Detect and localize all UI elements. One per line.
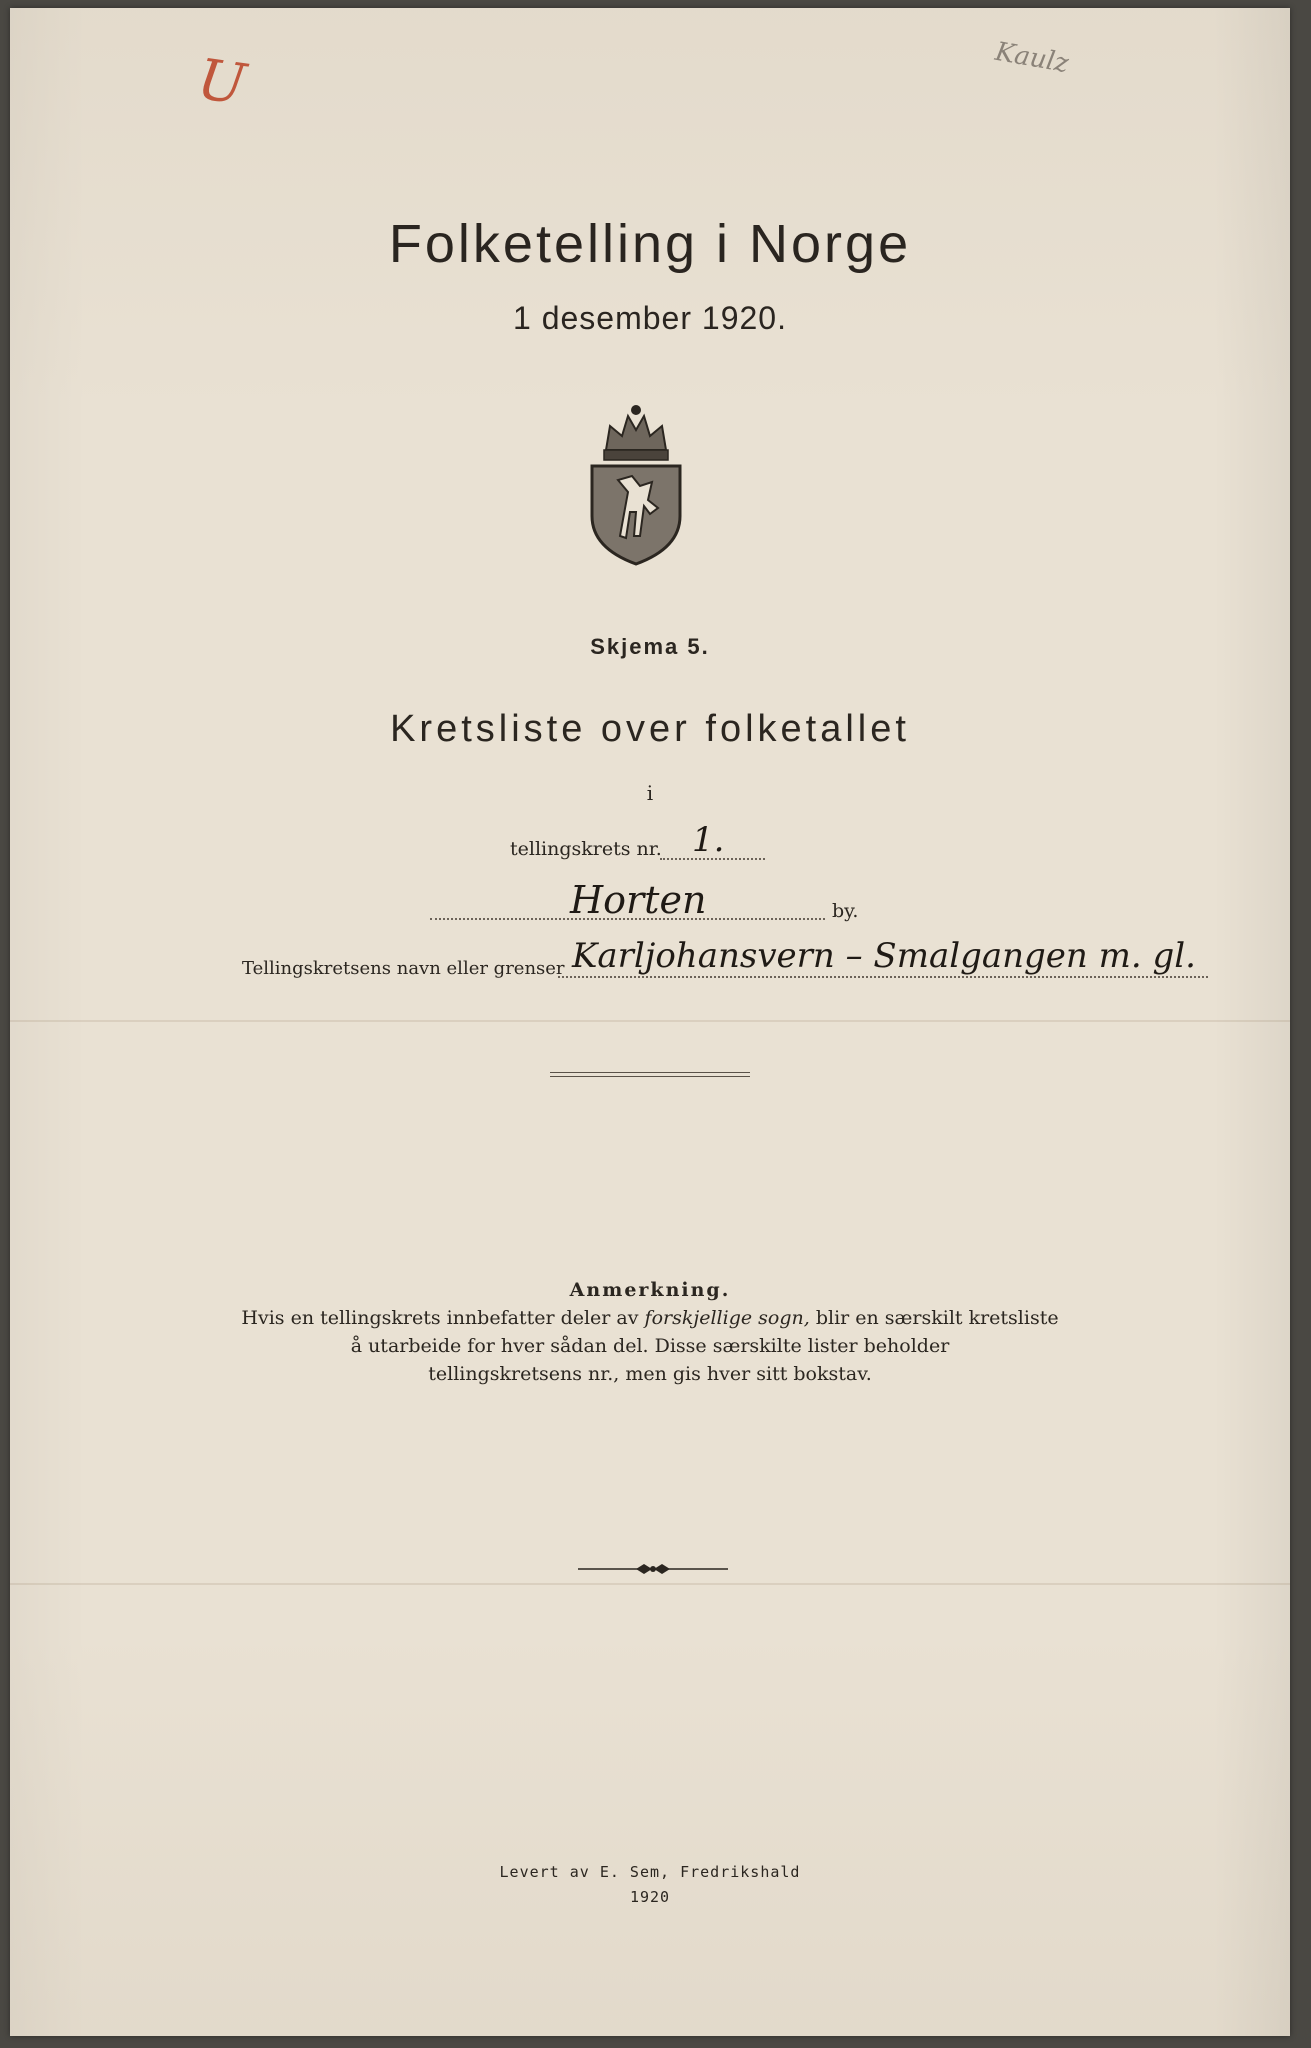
district-number-value: 1. — [692, 820, 725, 860]
note-text-line-1 — [10, 1305, 1290, 1331]
schema-label: Skjema 5. — [590, 634, 710, 659]
note-emphasis: forskjellige sogn, — [644, 1307, 810, 1329]
note-text-part: blir en særskilt kretsliste — [809, 1307, 1059, 1329]
note-text-line-2: å utarbeide for hver sådan del. Disse særskilte lister beholder — [350, 1335, 950, 1357]
note-text-part: Hvis en tellingskrets innbefatter deler av — [241, 1307, 645, 1329]
printer-imprint: Levert av E. Sem, Fredrikshald — [499, 1863, 801, 1881]
coat-of-arms-icon — [588, 396, 684, 568]
note-text-line-3: tellingskretsens nr., men gis hver sitt bokstav. — [428, 1363, 872, 1385]
margin-mark-top-right: Kaulz — [992, 36, 1071, 80]
margin-mark-top-left: U — [193, 47, 250, 118]
city-suffix: by. — [832, 900, 859, 922]
document-page — [10, 8, 1290, 2036]
divider-rule — [550, 1076, 750, 1077]
boundary-label: Tellingskretsens navn eller grenser — [242, 958, 565, 979]
city-name-value: Horten — [570, 878, 707, 922]
document-title: Folketelling i Norge — [388, 214, 912, 274]
ornament-divider-icon — [578, 1560, 728, 1578]
connector-word: i — [646, 781, 654, 805]
form-heading: Kretsliste over folketallet — [390, 708, 910, 750]
printer-year: 1920 — [629, 1888, 671, 1906]
district-number-label: tellingskrets nr. — [510, 838, 662, 860]
divider-rule — [550, 1072, 750, 1073]
document-date: 1 desember 1920. — [513, 300, 787, 336]
boundary-line — [558, 976, 1208, 978]
note-heading: Anmerkning. — [569, 1279, 731, 1301]
paper-fold — [10, 1583, 1290, 1585]
boundary-value: Karljohansvern – Smalgangen m. gl. — [572, 936, 1196, 976]
paper-fold — [10, 1020, 1290, 1022]
